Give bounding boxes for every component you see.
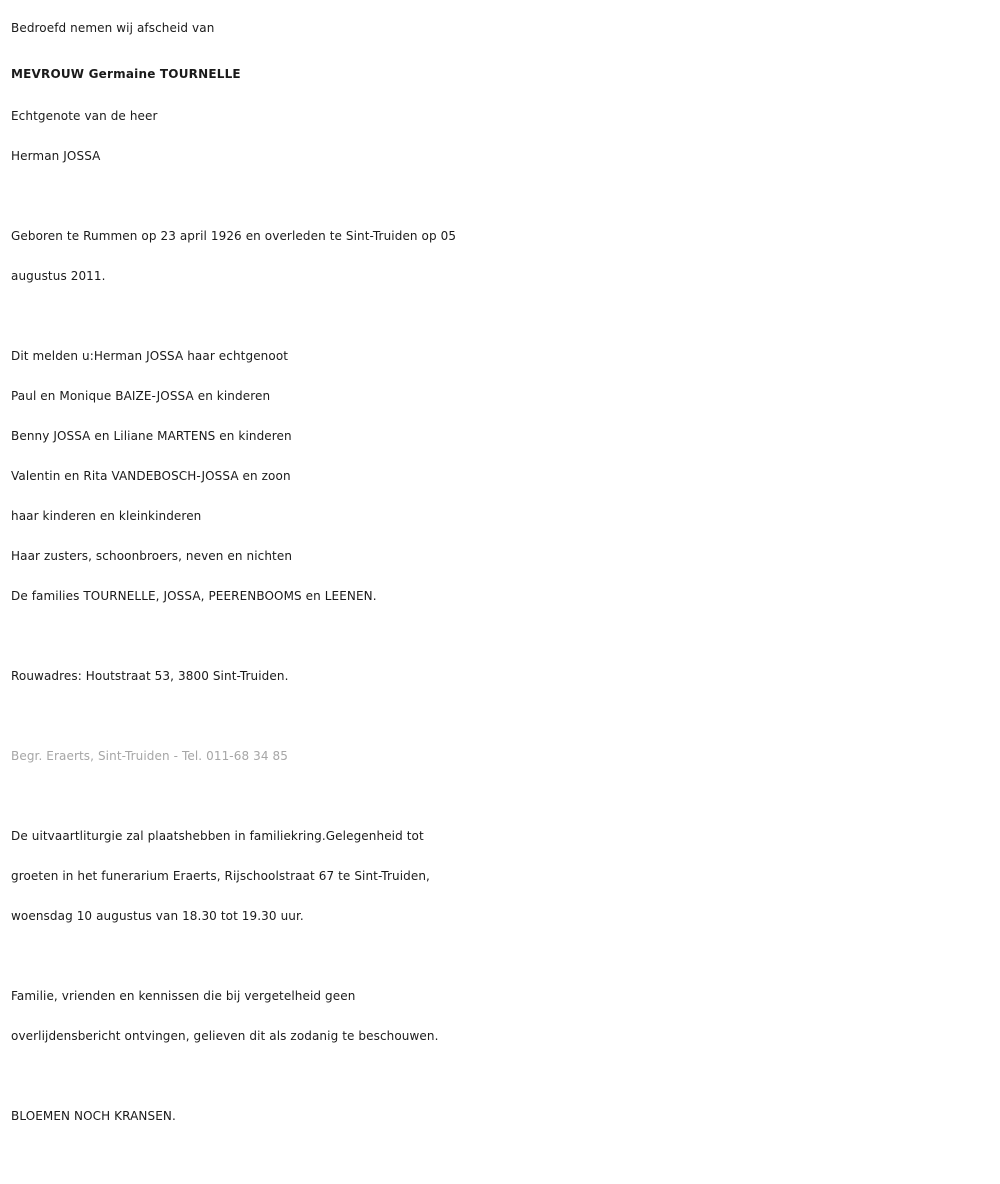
announcer-line: Valentin en Rita VANDEBOSCH-JOSSA en zoon [11,469,291,483]
spacer [11,616,1000,656]
notice-line: overlijdensbericht ontvingen, gelieven dit als zodanig te beschouwen. [11,1029,439,1043]
closing-text: BLOEMEN NOCH KRANSEN. [11,1109,176,1123]
announcer-line: haar kinderen en kleinkinderen [11,509,202,523]
announcer-line: De families TOURNELLE, JOSSA, PEERENBOOMS en LEENEN. [11,589,377,603]
spacer [11,1056,1000,1096]
spouse-block [11,96,1000,176]
mourning-address: Rouwadres: Houtstraat 53, 3800 Sint-Truiden. [11,669,289,683]
spacer [11,176,1000,216]
funeral-director: Begr. Eraerts, Sint-Truiden - Tel. 011-68 34 85 [11,749,288,763]
birth-death-line: augustus 2011. [11,269,106,283]
announcers-block [11,336,1000,616]
announcer-line: Dit melden u:Herman JOSSA haar echtgenoot [11,349,289,363]
notice-line: Familie, vrienden en kennissen die bij vergetelheid geen [11,989,356,1003]
intro-text: Bedroefd nemen wij afscheid van [11,21,215,35]
liturgy-line: woensdag 10 augustus van 18.30 tot 19.30 uur. [11,909,304,923]
birth-death-line: Geboren te Rummen op 23 april 1926 en overleden te Sint-Truiden op 05 [11,229,457,243]
spacer [11,936,1000,976]
announcer-line: Haar zusters, schoonbroers, neven en nichten [11,549,293,563]
announcer-line: Benny JOSSA en Liliane MARTENS en kinderen [11,429,292,443]
spouse-line: Herman JOSSA [11,149,101,163]
spacer [11,776,1000,816]
deceased-name: MEVROUW Germaine TOURNELLE [11,67,241,81]
liturgy-block [11,816,1000,936]
birth-death-block [11,216,1000,296]
notice-block [11,976,1000,1056]
spouse-line: Echtgenote van de heer [11,109,158,123]
spacer [11,296,1000,336]
announcer-line: Paul en Monique BAIZE-JOSSA en kinderen [11,389,271,403]
spacer [11,696,1000,736]
liturgy-line: De uitvaartliturgie zal plaatshebben in familiekring.Gelegenheid tot [11,829,424,843]
liturgy-line: groeten in het funerarium Eraerts, Rijschoolstraat 67 te Sint-Truiden, [11,869,430,883]
